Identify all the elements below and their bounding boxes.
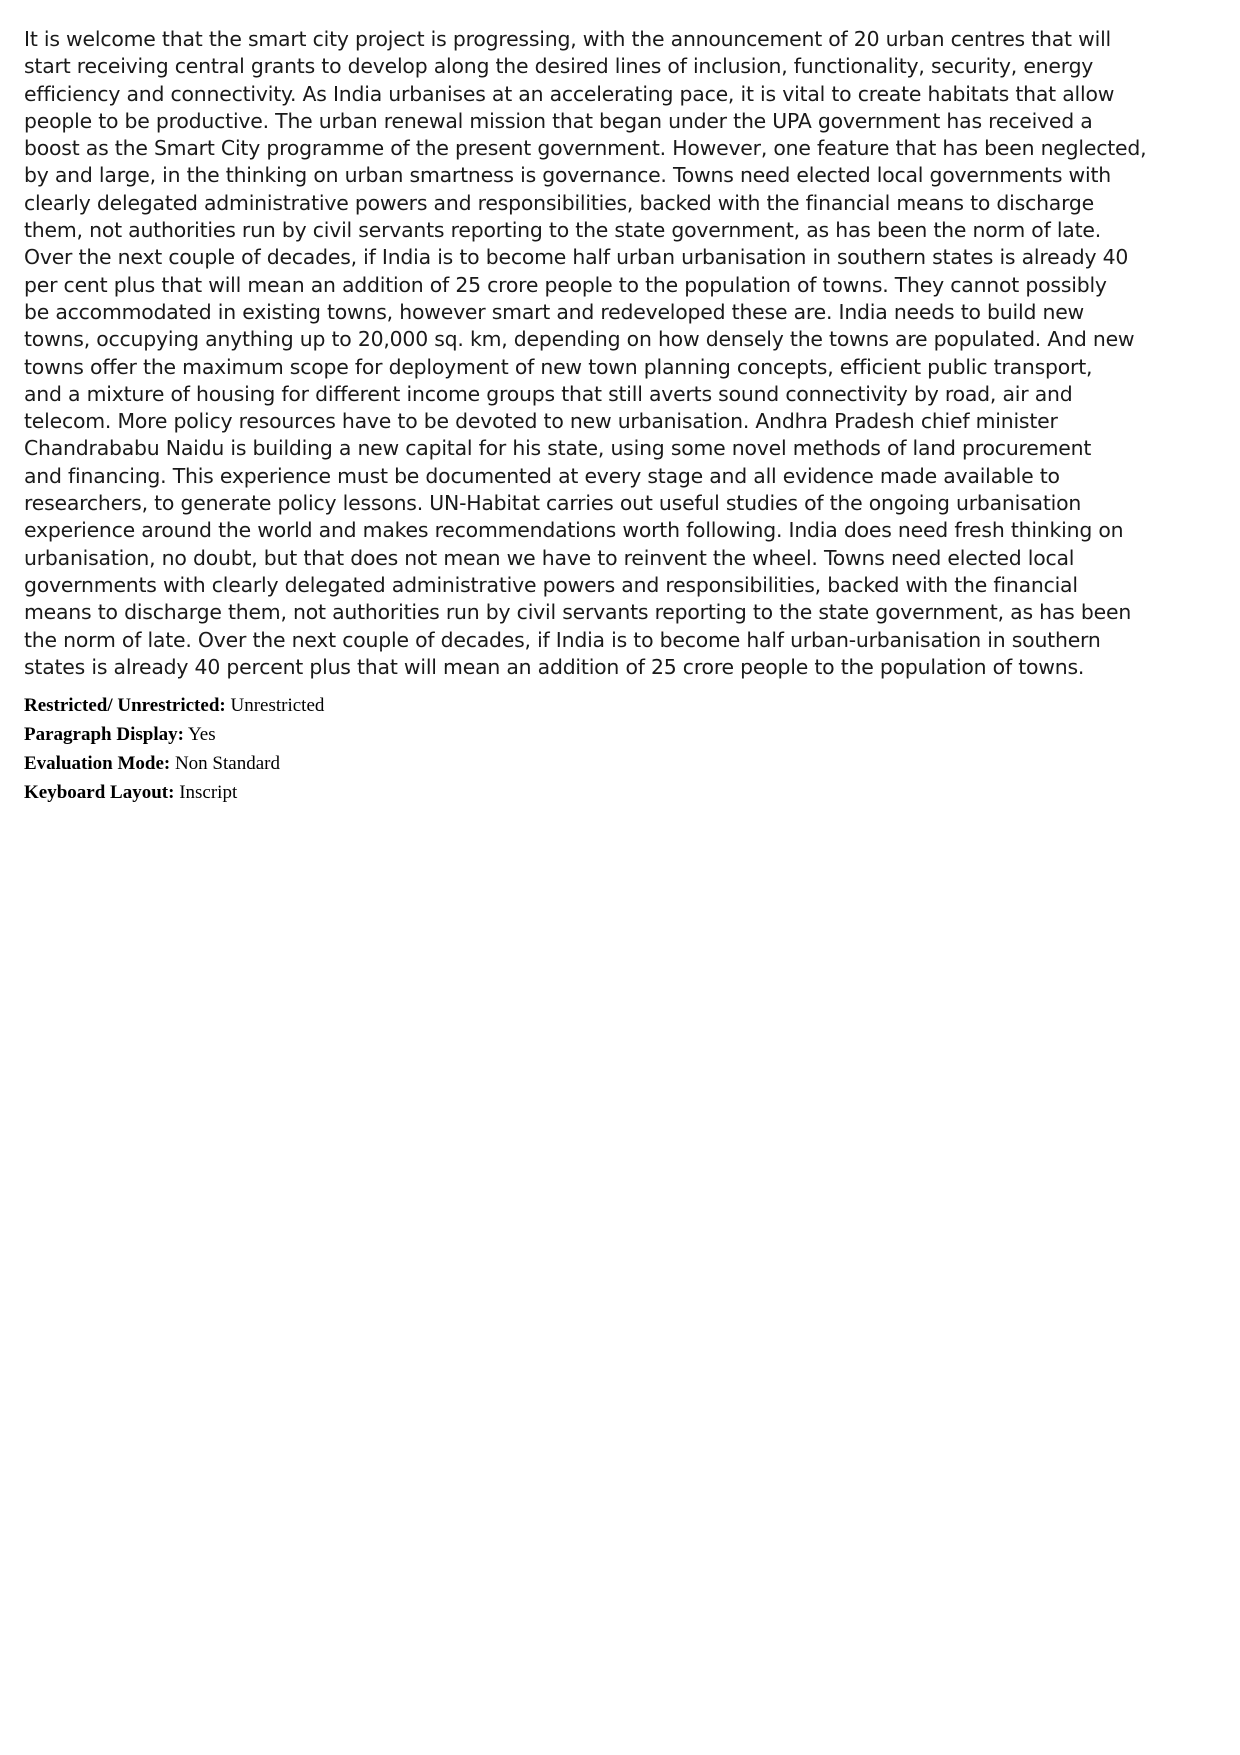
passage-line: towns, occupying anything up to 20,000 sq. km, depending on how densely the towns are populated. And new [24, 327, 1135, 352]
paragraph-display-value: Yes [187, 724, 216, 746]
keyboard-layout-label: Keyboard Layout: [24, 782, 175, 804]
passage-line: efficiency and connectivity. As India urbanises at an accelerating pace, it is vital to create habitats that allow [24, 81, 1115, 106]
passage-line: per cent plus that will mean an addition of 25 crore people to the population of towns. They cannot possibly [24, 272, 1107, 297]
restriction-row [24, 691, 1224, 720]
passage-line: experience around the world and makes recommendations worth following. India does need fresh thinking on [24, 518, 1124, 543]
passage-line: and a mixture of housing for different income groups that still averts sound connectivity by road, air and [24, 381, 1073, 406]
test-settings [24, 691, 1224, 807]
passage-line: them, not authorities run by civil servants reporting to the state government, as has been the norm of late. [24, 218, 1102, 243]
keyboard-layout-row [24, 778, 1224, 807]
passage-line: means to discharge them, not authorities run by civil servants reporting to the state government, as has been [24, 600, 1132, 625]
passage-line: Chandrababu Naidu is building a new capital for his state, using some novel methods of land procurement [24, 436, 1092, 461]
passage-text [24, 26, 1224, 681]
passage-line: towns offer the maximum scope for deployment of new town planning concepts, efficient public transport, [24, 354, 1093, 379]
keyboard-layout-value: Inscript [179, 782, 238, 804]
passage-line: by and large, in the thinking on urban smartness is governance. Towns need elected local governments with [24, 163, 1111, 188]
evaluation-mode-label: Evaluation Mode: [24, 753, 171, 775]
evaluation-mode-row [24, 749, 1224, 778]
passage-line: and financing. This experience must be documented at every stage and all evidence made available to [24, 463, 1060, 488]
restriction-value: Unrestricted [230, 695, 325, 717]
passage-line: boost as the Smart City programme of the present government. However, one feature that has been neglected, [24, 136, 1147, 161]
passage-line: people to be productive. The urban renewal mission that began under the UPA government has received a [24, 108, 1093, 133]
passage-line: Over the next couple of decades, if India is to become half urban urbanisation in southern states is already 40 [24, 245, 1129, 270]
passage-line: start receiving central grants to develop along the desired lines of inclusion, functionality, security, energy [24, 54, 1094, 79]
paragraph-display-row [24, 720, 1224, 749]
passage-line: clearly delegated administrative powers and responsibilities, backed with the financial means to discharge [24, 190, 1095, 215]
paragraph-display-label: Paragraph Display: [24, 724, 184, 746]
passage-line: the norm of late. Over the next couple of decades, if India is to become half urban-urbanisation in southern [24, 627, 1101, 652]
document-page [24, 26, 1224, 807]
evaluation-mode-value: Non Standard [174, 753, 280, 775]
passage-line: governments with clearly delegated administrative powers and responsibilities, backed with the financial [24, 572, 1078, 597]
passage-line: telecom. More policy resources have to be devoted to new urbanisation. Andhra Pradesh chief minister [24, 409, 1058, 434]
passage-line: states is already 40 percent plus that will mean an addition of 25 crore people to the population of towns. [24, 654, 1085, 679]
passage-line: researchers, to generate policy lessons. UN-Habitat carries out useful studies of the ongoing urbanisation [24, 491, 1082, 516]
passage-line: urbanisation, no doubt, but that does not mean we have to reinvent the wheel. Towns need elected local [24, 545, 1075, 570]
passage-line: be accommodated in existing towns, however smart and redeveloped these are. India needs to build new [24, 299, 1085, 324]
passage-line: It is welcome that the smart city project is progressing, with the announcement of 20 urban centres that will [24, 27, 1112, 51]
restriction-label: Restricted/ Unrestricted: [24, 695, 226, 717]
